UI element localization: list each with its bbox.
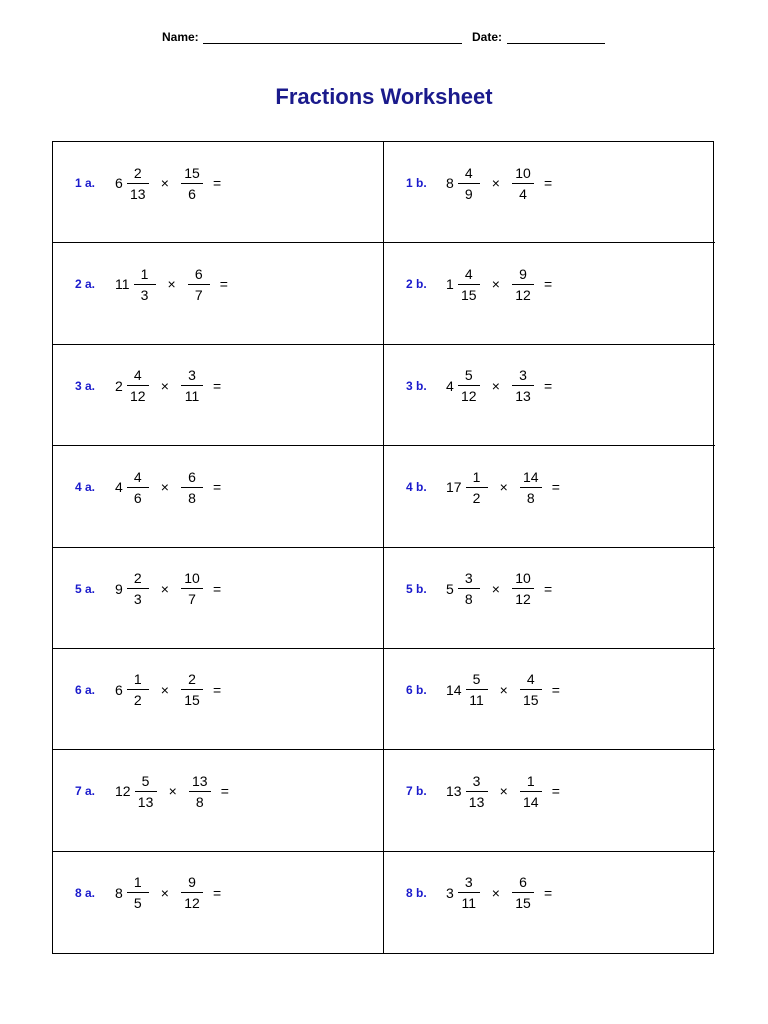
- whole-number: 4: [446, 377, 454, 394]
- fraction: [188, 266, 210, 303]
- equals-sign: =: [551, 681, 560, 698]
- multiply-sign: ×: [491, 175, 500, 191]
- multiply-sign: ×: [160, 681, 169, 698]
- equals-sign: =: [543, 580, 553, 597]
- whole-number: 3: [446, 884, 454, 901]
- fraction: [512, 570, 534, 607]
- problem-cell: [384, 446, 715, 547]
- denominator: 3: [133, 591, 142, 607]
- denominator: 15: [184, 692, 200, 709]
- problem-expression: [75, 569, 221, 609]
- numerator: 3: [458, 570, 480, 589]
- problem-expression: [406, 771, 560, 811]
- whole-number: 5: [446, 580, 454, 597]
- equals-sign: =: [219, 276, 228, 293]
- mixed-fraction: [127, 570, 149, 607]
- problem-cell: [53, 243, 384, 344]
- multiply-sign: ×: [160, 175, 169, 191]
- numerator: 4: [458, 165, 480, 184]
- equals-sign: =: [212, 884, 222, 901]
- numerator: 5: [135, 773, 157, 792]
- problem-cell: [384, 649, 715, 750]
- multiply-sign: ×: [491, 377, 500, 394]
- fraction: [181, 570, 203, 607]
- mixed-fraction: [127, 367, 149, 404]
- mixed-fraction: [466, 671, 488, 708]
- multiply-sign: ×: [160, 377, 169, 394]
- denominator: 15: [515, 895, 531, 912]
- whole-number: 4: [115, 479, 123, 496]
- mixed-fraction: [127, 469, 149, 506]
- whole-number: 11: [115, 276, 130, 293]
- mixed-fraction: [127, 671, 149, 708]
- problem-expression: [75, 467, 221, 507]
- numerator: 10: [181, 570, 203, 589]
- problem-cell: [384, 750, 715, 851]
- mixed-fraction: [134, 266, 156, 303]
- problem-expression: [75, 873, 221, 913]
- denominator: 13: [137, 793, 154, 810]
- problem-number: 1 b.: [406, 176, 427, 190]
- denominator: 3: [140, 286, 149, 303]
- problem-number: 6 b.: [406, 682, 427, 697]
- numerator: 6: [512, 874, 534, 893]
- numerator: 2: [127, 570, 149, 589]
- whole-number: 6: [115, 681, 123, 698]
- mixed-fraction: [466, 469, 488, 506]
- denominator: 12: [461, 388, 477, 405]
- numerator: 5: [458, 367, 480, 386]
- denominator: 4: [519, 185, 527, 202]
- mixed-fraction: [127, 874, 149, 911]
- mixed-fraction: [466, 773, 488, 810]
- denominator: 12: [515, 286, 531, 303]
- denominator: 8: [526, 489, 535, 506]
- problem-cell: [384, 142, 715, 243]
- whole-number: 9: [115, 580, 123, 597]
- numerator: 4: [127, 469, 149, 488]
- problem-number: 2 a.: [75, 277, 96, 292]
- numerator: 9: [512, 266, 534, 285]
- problem-expression: [406, 366, 552, 406]
- problem-expression: [75, 366, 221, 406]
- multiply-sign: ×: [160, 580, 169, 597]
- denominator: 13: [515, 388, 531, 405]
- mixed-fraction: [458, 367, 480, 404]
- numerator: 9: [181, 874, 203, 893]
- equals-sign: =: [543, 884, 553, 901]
- problem-number: 1 a.: [75, 176, 96, 190]
- numerator: 5: [466, 671, 488, 690]
- problem-cell: [53, 548, 384, 649]
- date-field-line[interactable]: [507, 43, 605, 44]
- equals-sign: =: [220, 783, 229, 800]
- fraction: [181, 469, 203, 506]
- equals-sign: =: [551, 783, 560, 800]
- fraction: [520, 469, 542, 506]
- numerator: 13: [189, 773, 211, 792]
- fraction: [512, 367, 534, 404]
- denominator: 14: [522, 793, 539, 810]
- denominator: 11: [469, 692, 484, 709]
- problem-expression: [75, 771, 229, 811]
- numerator: 15: [181, 165, 203, 184]
- numerator: 2: [181, 671, 203, 690]
- name-label: Name:: [162, 30, 199, 44]
- mixed-fraction: [135, 773, 157, 810]
- problem-cell: [53, 446, 384, 547]
- whole-number: 13: [446, 783, 462, 800]
- multiply-sign: ×: [499, 681, 508, 698]
- problem-expression: [75, 163, 221, 203]
- problem-number: 2 b.: [406, 277, 427, 292]
- mixed-fraction: [127, 165, 149, 202]
- whole-number: 8: [446, 175, 454, 191]
- numerator: 1: [127, 874, 149, 893]
- numerator: 3: [458, 874, 480, 893]
- problem-number: 6 a.: [75, 682, 96, 697]
- worksheet-header: [0, 28, 768, 48]
- numerator: 10: [512, 570, 534, 589]
- whole-number: 8: [115, 884, 123, 901]
- problem-number: 4 b.: [406, 480, 427, 495]
- numerator: 1: [520, 773, 542, 792]
- problem-number: 7 a.: [75, 784, 96, 799]
- fraction: [181, 874, 203, 911]
- denominator: 5: [133, 895, 142, 912]
- problem-number: 8 a.: [75, 885, 96, 900]
- whole-number: 6: [115, 175, 123, 191]
- problem-cell: [384, 243, 715, 344]
- fraction: [189, 773, 211, 810]
- equals-sign: =: [212, 479, 222, 496]
- problem-expression: [406, 569, 552, 609]
- numerator: 4: [458, 266, 480, 285]
- fraction: [181, 165, 203, 202]
- denominator: 12: [184, 895, 200, 912]
- multiply-sign: ×: [499, 479, 508, 496]
- problem-cell: [53, 852, 384, 953]
- denominator: 15: [522, 692, 539, 709]
- mixed-fraction: [458, 874, 480, 911]
- problem-cell: [384, 852, 715, 953]
- problem-number: 3 a.: [75, 378, 96, 393]
- denominator: 11: [461, 895, 477, 912]
- problem-number: 8 b.: [406, 885, 427, 900]
- numerator: 3: [181, 367, 203, 386]
- problem-cell: [53, 142, 384, 243]
- problem-grid: [52, 141, 714, 954]
- numerator: 2: [127, 165, 149, 184]
- date-label: Date:: [472, 30, 503, 44]
- denominator: 6: [188, 185, 196, 202]
- denominator: 6: [133, 489, 142, 506]
- numerator: 6: [181, 469, 203, 488]
- equals-sign: =: [212, 681, 222, 698]
- multiply-sign: ×: [160, 479, 169, 496]
- problem-expression: [406, 873, 552, 913]
- denominator: 9: [464, 185, 473, 202]
- problem-expression: [406, 467, 560, 507]
- mixed-fraction: [458, 266, 480, 303]
- denominator: 12: [130, 388, 146, 405]
- denominator: 11: [184, 388, 200, 405]
- fraction: [181, 367, 203, 404]
- whole-number: 14: [446, 681, 462, 698]
- equals-sign: =: [212, 175, 222, 191]
- numerator: 1: [466, 469, 488, 488]
- mixed-fraction: [458, 570, 480, 607]
- multiply-sign: ×: [499, 783, 508, 800]
- numerator: 1: [127, 671, 149, 690]
- problem-cell: [53, 750, 384, 851]
- problem-number: 3 b.: [406, 378, 427, 393]
- problem-expression: [75, 670, 221, 710]
- fraction: [512, 165, 534, 202]
- multiply-sign: ×: [160, 884, 169, 901]
- whole-number: 17: [446, 479, 462, 496]
- problem-number: 5 a.: [75, 581, 96, 596]
- whole-number: 2: [115, 377, 123, 394]
- numerator: 4: [520, 671, 542, 690]
- fraction: [520, 671, 542, 708]
- problem-number: 7 b.: [406, 784, 427, 799]
- equals-sign: =: [212, 580, 222, 597]
- multiply-sign: ×: [491, 884, 500, 901]
- whole-number: 1: [446, 276, 454, 293]
- page-title: Fractions Worksheet: [275, 84, 493, 109]
- numerator: 4: [127, 367, 149, 386]
- name-field-line[interactable]: [203, 43, 462, 44]
- denominator: 2: [472, 489, 481, 506]
- problem-expression: [406, 264, 552, 304]
- fraction: [181, 671, 203, 708]
- denominator: 8: [188, 489, 196, 506]
- problem-cell: [384, 548, 715, 649]
- denominator: 15: [461, 286, 477, 303]
- fraction: [512, 266, 534, 303]
- fraction: [520, 773, 542, 810]
- problem-cell: [53, 649, 384, 750]
- numerator: 3: [512, 367, 534, 386]
- numerator: 3: [466, 773, 488, 792]
- problem-expression: [75, 264, 228, 304]
- problem-expression: [406, 670, 560, 710]
- whole-number: 12: [115, 783, 131, 800]
- problem-expression: [406, 163, 552, 203]
- denominator: 8: [195, 793, 204, 810]
- equals-sign: =: [212, 377, 222, 394]
- equals-sign: =: [543, 276, 553, 293]
- numerator: 14: [520, 469, 542, 488]
- multiply-sign: ×: [167, 276, 176, 293]
- numerator: 6: [188, 266, 210, 285]
- denominator: 7: [188, 591, 196, 607]
- problem-cell: [53, 345, 384, 446]
- equals-sign: =: [543, 377, 553, 394]
- equals-sign: =: [551, 479, 560, 496]
- problem-cell: [384, 345, 715, 446]
- denominator: 12: [515, 591, 531, 607]
- multiply-sign: ×: [491, 276, 500, 293]
- problem-number: 4 a.: [75, 480, 96, 495]
- numerator: 1: [134, 266, 156, 285]
- denominator: 8: [464, 591, 473, 607]
- fraction: [512, 874, 534, 911]
- problem-number: 5 b.: [406, 581, 427, 596]
- denominator: 2: [133, 692, 142, 709]
- multiply-sign: ×: [168, 783, 177, 800]
- denominator: 13: [130, 185, 146, 202]
- numerator: 10: [512, 165, 534, 184]
- mixed-fraction: [458, 165, 480, 202]
- denominator: 13: [468, 793, 485, 810]
- denominator: 7: [194, 286, 203, 303]
- equals-sign: =: [543, 175, 553, 191]
- multiply-sign: ×: [491, 580, 500, 597]
